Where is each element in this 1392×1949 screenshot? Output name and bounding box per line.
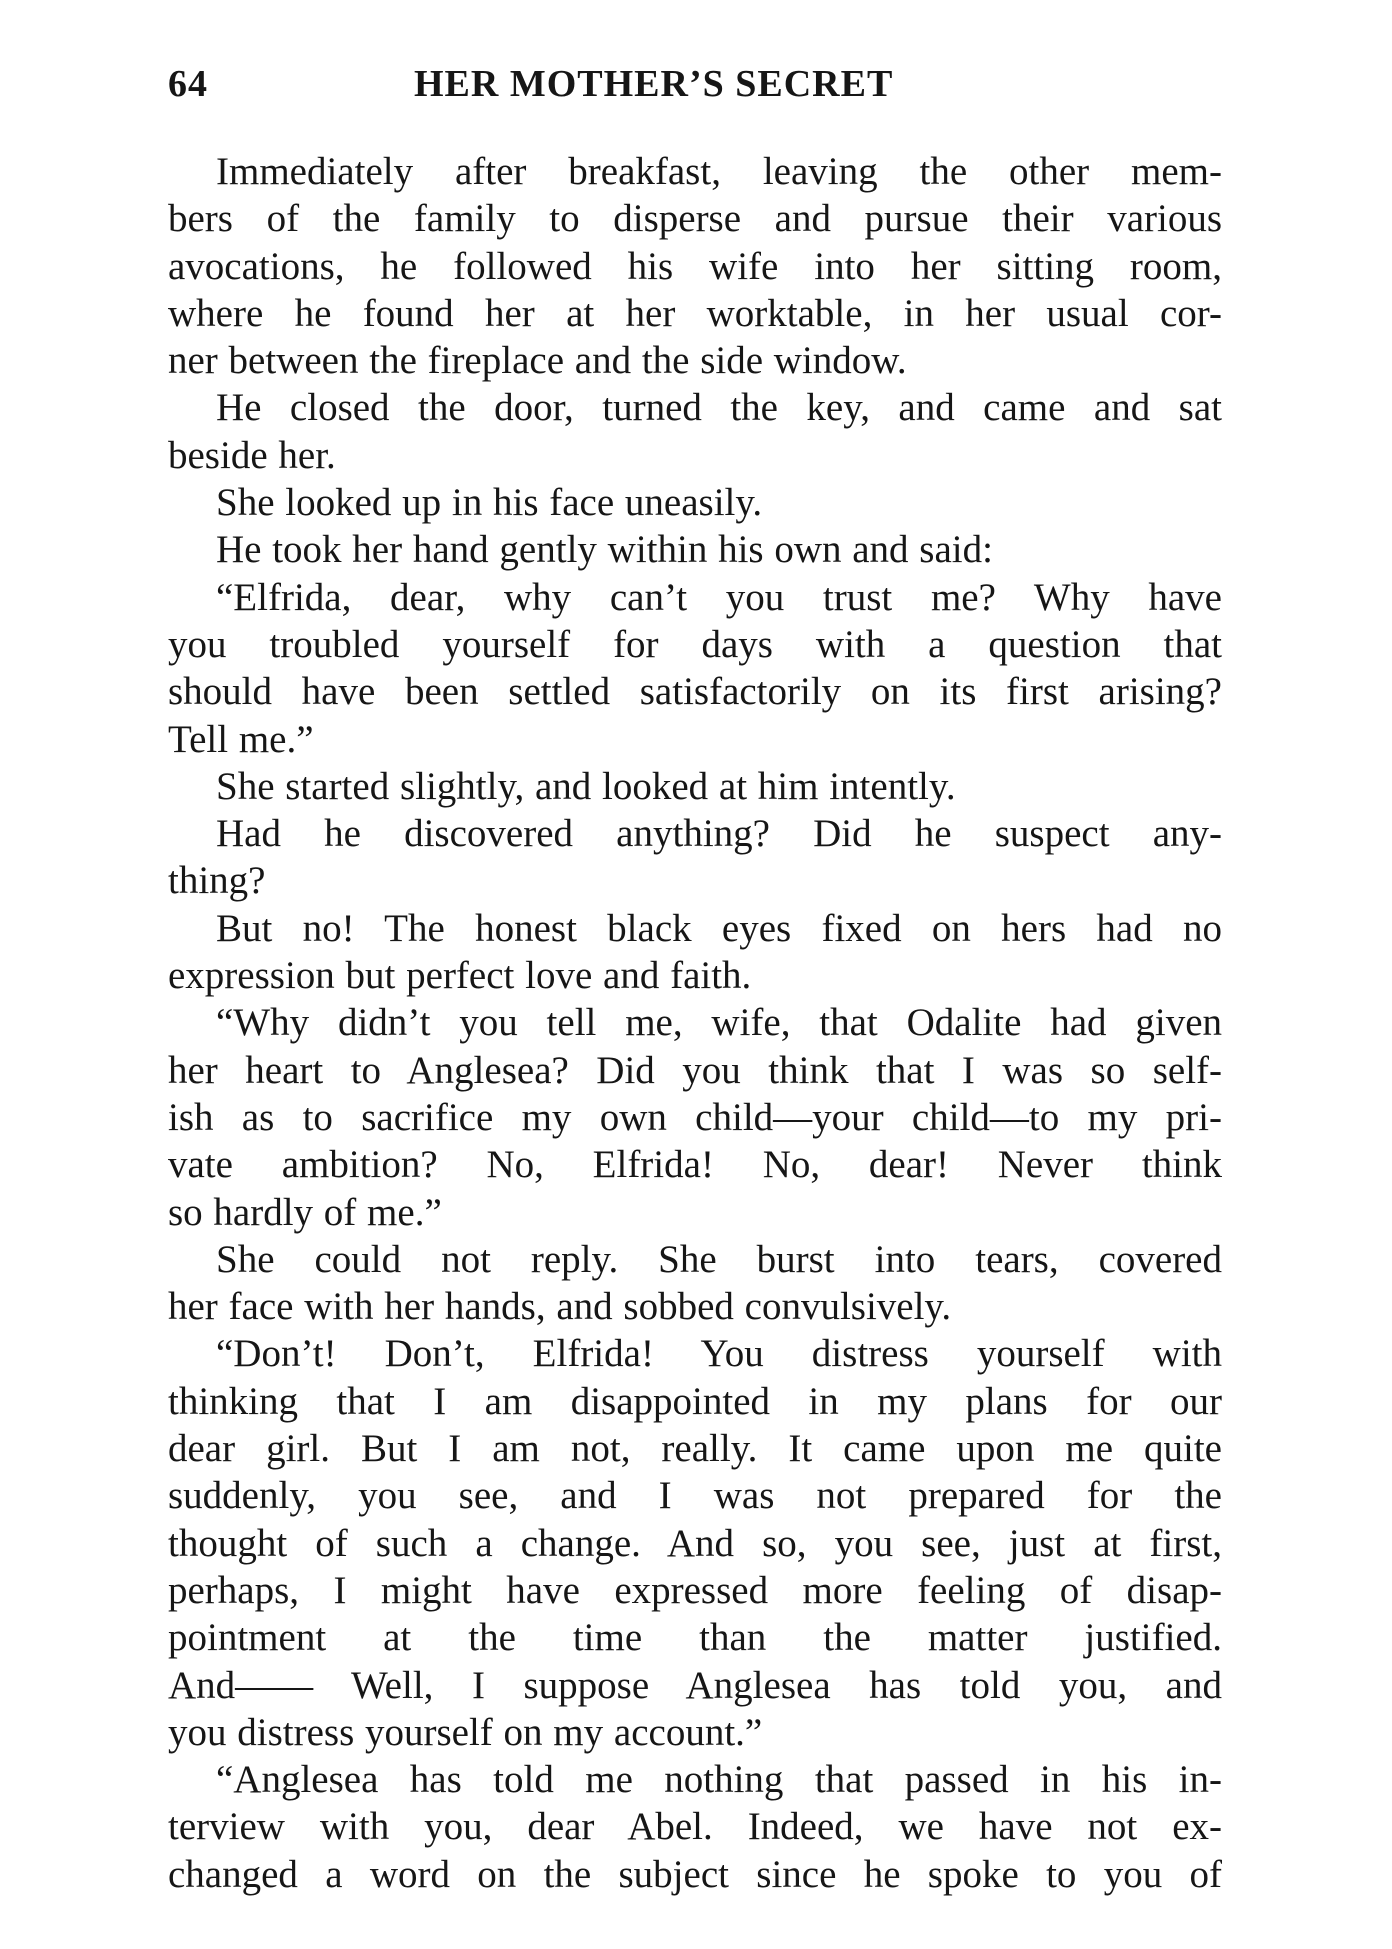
text-line: beside her. (168, 433, 336, 477)
text-line: She looked up in his face uneasily. (216, 481, 763, 525)
text-line: And—— Well, I suppose Anglesea has told you, and (168, 1663, 1222, 1707)
text-line: her heart to Anglesea? Did you think that I was so self- (168, 1048, 1222, 1092)
text-line: Had he discovered anything? Did he suspect any- (216, 812, 1222, 856)
text-line: perhaps, I might have expressed more feeling of disap- (168, 1568, 1222, 1612)
text-line: ner between the fireplace and the side window. (168, 339, 907, 383)
text-line: But no! The honest black eyes fixed on hers had no (216, 906, 1222, 950)
text-line: avocations, he followed his wife into her sitting room, (168, 244, 1222, 288)
text-line: He closed the door, turned the key, and came and sat (216, 386, 1222, 430)
page-header (168, 62, 1222, 122)
text-line: ish as to sacrifice my own child—your child—to my pri- (168, 1095, 1222, 1139)
text-line: She started slightly, and looked at him intently. (216, 764, 956, 808)
text-line: “Anglesea has told me nothing that passed in his in- (216, 1758, 1222, 1802)
text-line: “Why didn’t you tell me, wife, that Odalite had given (216, 1001, 1222, 1045)
text-line: where he found her at her worktable, in her usual cor- (168, 291, 1222, 335)
text-line: changed a word on the subject since he spoke to you of (168, 1852, 1222, 1896)
text-line: expression but perfect love and faith. (168, 954, 752, 998)
text-line: He took her hand gently within his own and said: (216, 528, 993, 572)
text-line: vate ambition? No, Elfrida! No, dear! Never think (168, 1143, 1222, 1187)
text-line: should have been settled satisfactorily on its first arising? (168, 670, 1222, 714)
text-line: Immediately after breakfast, leaving the other mem- (216, 150, 1222, 193)
text-line: so hardly of me.” (168, 1190, 442, 1234)
text-line: She could not reply. She burst into tears, covered (216, 1237, 1222, 1281)
text-line: pointment at the time than the matter justified. (168, 1616, 1222, 1660)
text-line: “Don’t! Don’t, Elfrida! You distress yourself with (216, 1332, 1222, 1376)
text-line: “Elfrida, dear, why can’t you trust me? Why have (216, 575, 1222, 619)
text-line: her face with her hands, and sobbed convulsively. (168, 1285, 952, 1329)
text-line: thing? (168, 859, 266, 903)
page-number: 64 (168, 63, 208, 105)
text-line: Tell me.” (168, 717, 314, 761)
body-text (168, 148, 1222, 1898)
running-head: HER MOTHER’S SECRET (414, 63, 894, 105)
text-line: suddenly, you see, and I was not prepared for the (168, 1474, 1222, 1518)
text-line: you distress yourself on my account.” (168, 1710, 763, 1754)
text-line: thinking that I am disappointed in my plans for our (168, 1379, 1222, 1423)
text-line: terview with you, dear Abel. Indeed, we have not ex- (168, 1805, 1222, 1849)
text-line: you troubled yourself for days with a question that (168, 622, 1222, 666)
text-line: dear girl. But I am not, really. It came upon me quite (168, 1427, 1222, 1471)
text-line: thought of such a change. And so, you see, just at first, (168, 1521, 1222, 1565)
text-line: bers of the family to disperse and pursue their various (168, 197, 1222, 241)
